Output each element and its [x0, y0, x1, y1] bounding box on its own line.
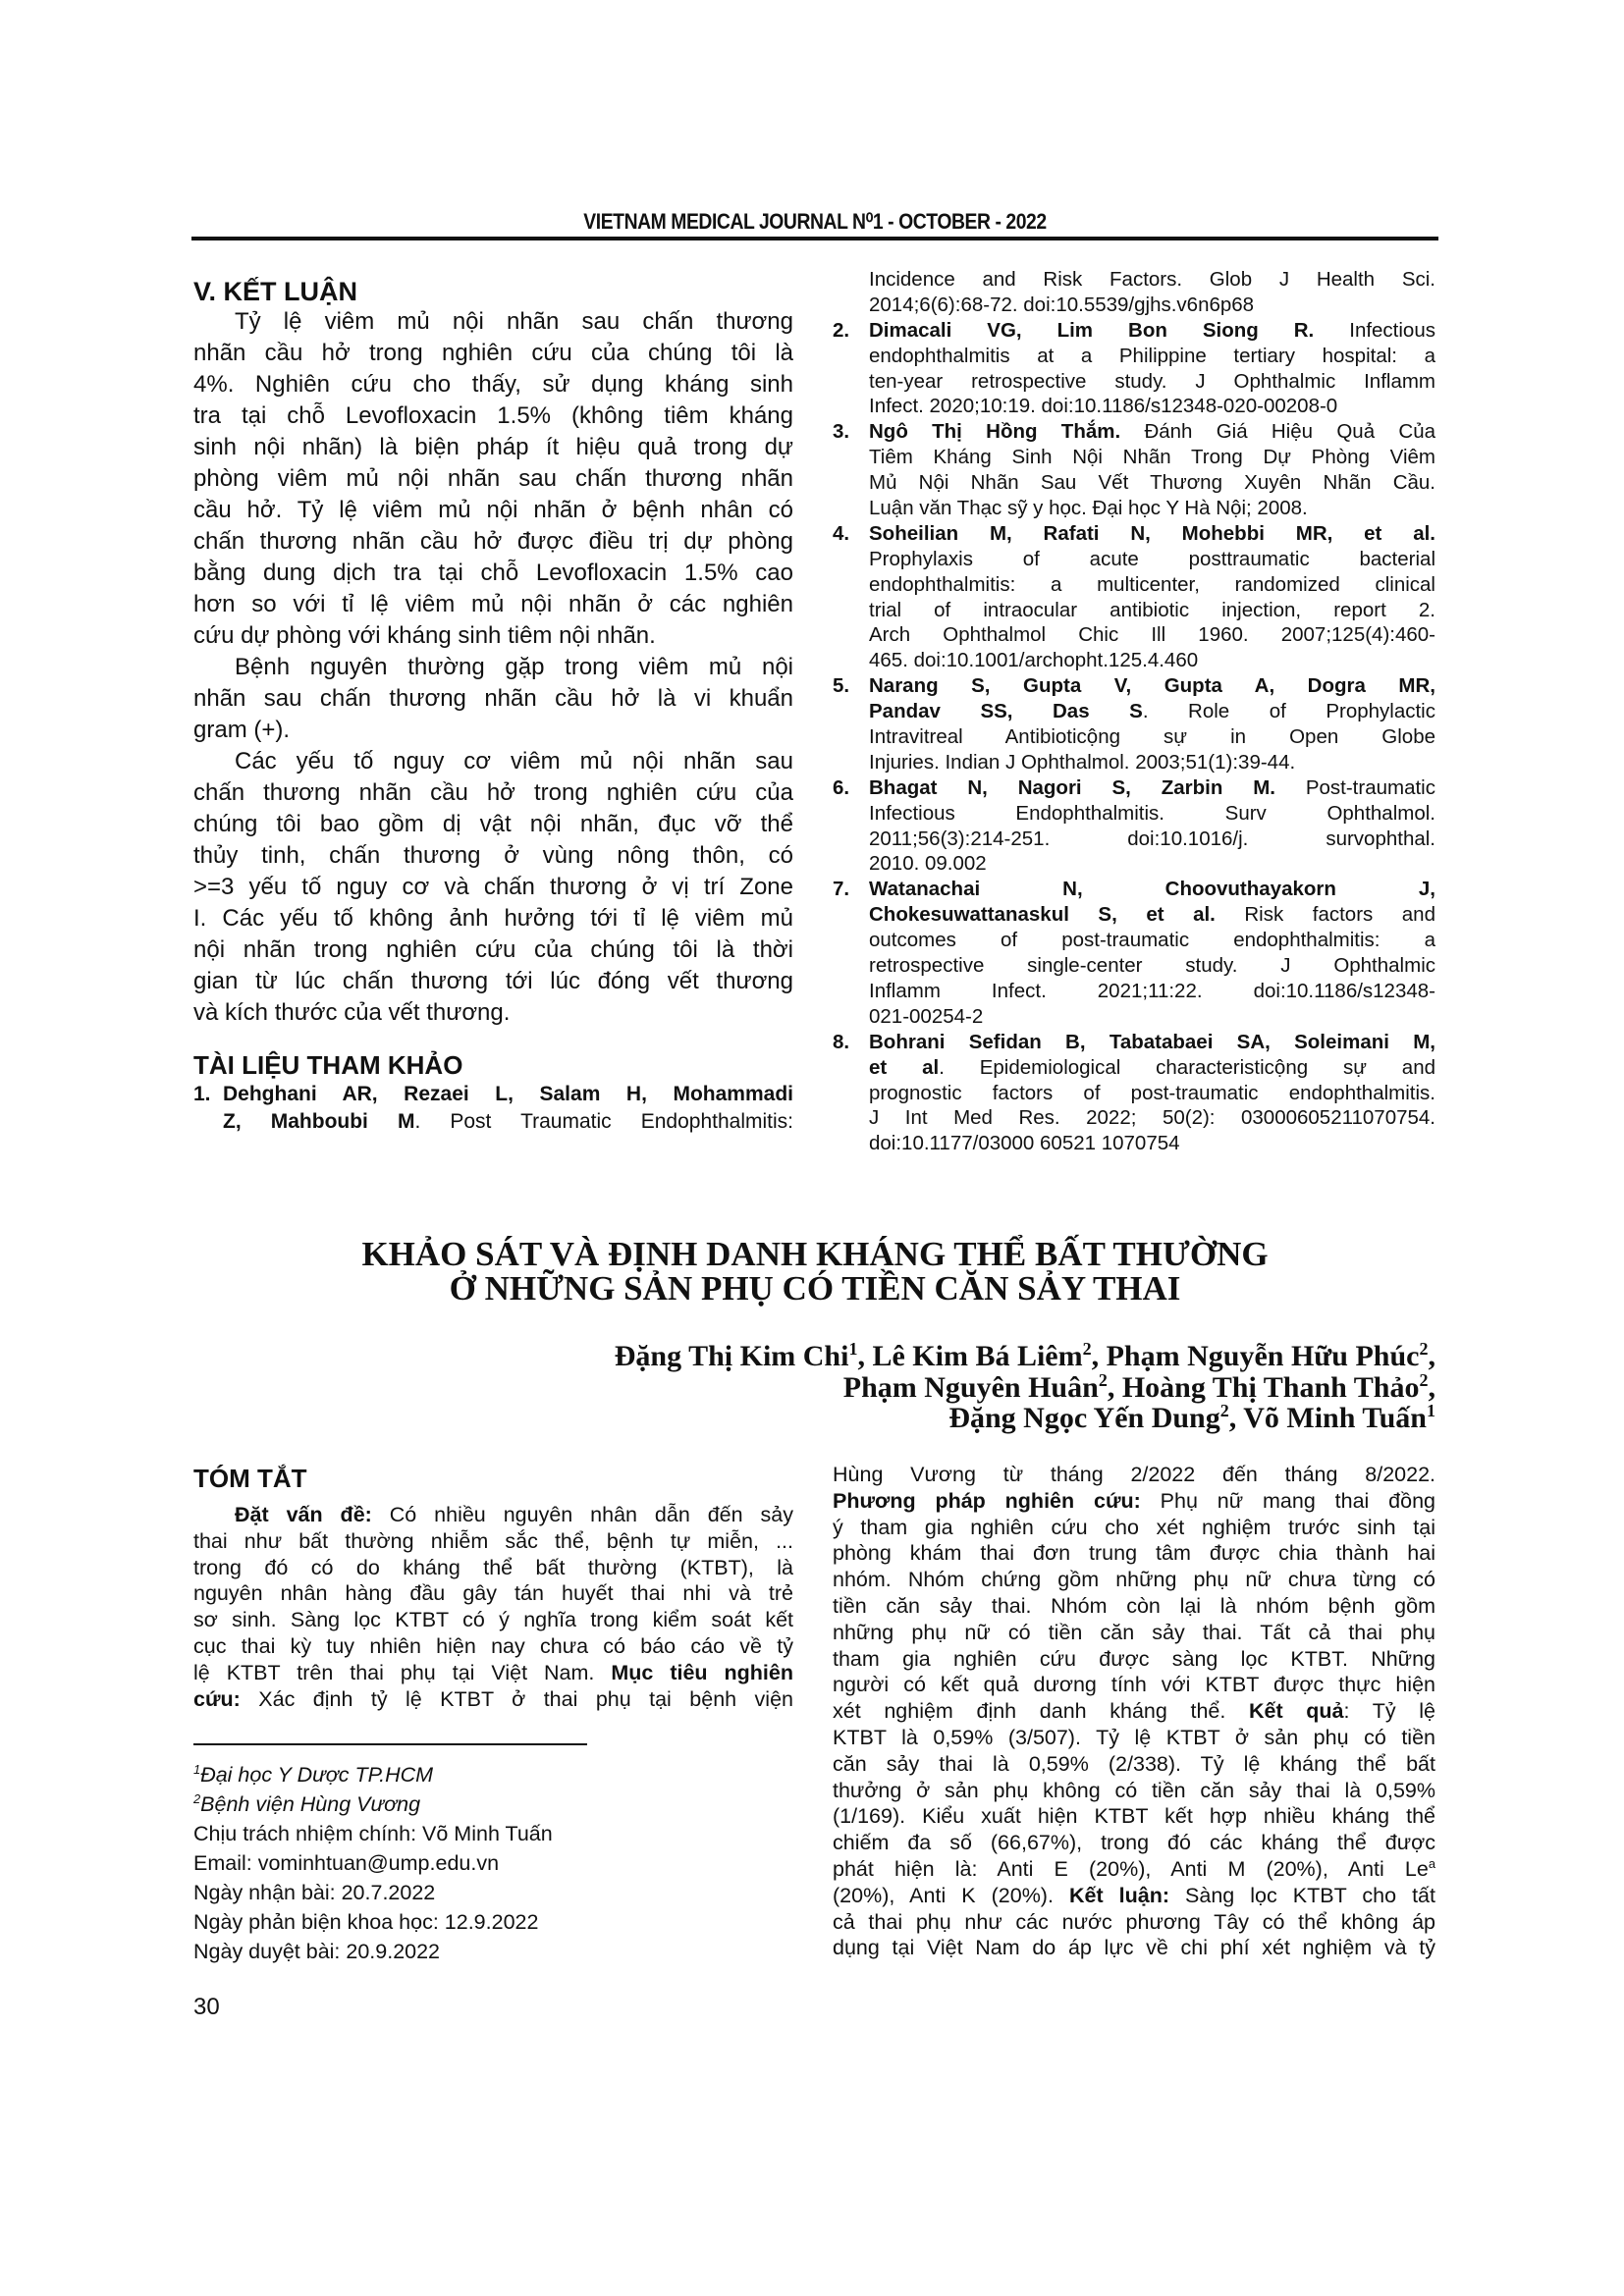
conclusion-body [193, 306, 793, 1029]
text-run: Infectious [1314, 318, 1435, 342]
bold-text: Z, Mahboubi M [223, 1110, 415, 1133]
author-name: Hoàng Thị Thanh Thảo [1121, 1370, 1420, 1404]
affiliation-marker: 2 [1082, 1339, 1092, 1359]
text-line: Infectious Endophthalmitis. Surv Ophthalmol. [869, 801, 1435, 825]
text-line: tiền căn sảy thai. Nhóm còn lại là nhóm bệnh gồm [833, 1593, 1435, 1618]
affiliation-marker: 2 [1419, 1369, 1429, 1390]
text-line [833, 1856, 1435, 1883]
text-line: tra tại chỗ Levofloxacin 1.5% (không tiêm kháng [193, 402, 793, 429]
paragraph [193, 652, 793, 746]
text-line: hơn so với tỉ lệ viêm mủ nội nhãn ở các nghiên [193, 591, 793, 617]
text-line: 4%. Nghiên cứu cho thấy, sử dụng kháng sinh [193, 371, 793, 398]
abstract-heading: TÓM TẮT [193, 1464, 307, 1493]
text-line: Prophylaxis of acute posttraumatic bacterial [869, 547, 1435, 570]
text-line: thủy tinh, chấn thương ở vùng nông thôn, có [193, 842, 793, 869]
bold-text: Đặt vấn đề: [235, 1503, 372, 1526]
text-run: Post-traumatic [1274, 775, 1435, 799]
text-line: Các yếu tố nguy cơ viêm mủ nội nhãn sau [235, 748, 793, 774]
text-line: phòng khám thai đơn trung tâm được chia thành hai [833, 1541, 1435, 1566]
text-line: doi:10.1177/03000 60521 1070754 [869, 1132, 1180, 1155]
footnote-line: Ngày phản biện khoa học: 12.9.2022 [193, 1910, 539, 1934]
text-line: cả thai phụ như các nước phương Tây có thể không áp [833, 1909, 1435, 1934]
reference-number: 3. [833, 420, 850, 444]
text-line: KTBT là 0,59% (3/507). Tỷ lệ KTBT ở sản phụ có tiền [833, 1725, 1435, 1749]
text-run: . Epidemiological characteristicộng sự and [939, 1055, 1435, 1079]
text-line [193, 1686, 793, 1713]
paragraph [193, 746, 793, 1029]
text-line: người có kết quả dương tính với KTBT được thực hiện [833, 1673, 1435, 1697]
text-line: outcomes of post-traumatic endophthalmitis: a [869, 929, 1435, 952]
text-line: và kích thước của vết thương. [193, 999, 511, 1026]
text-line: chúng tôi bao gồm dị vật nội nhãn, đục vỡ thể [193, 811, 793, 837]
text-run: Xác định tỷ lệ KTBT ở thai phụ tại bệnh viện [240, 1686, 793, 1711]
text-line [869, 877, 1435, 902]
text-line: những phụ nữ có tiền căn sảy thai. Tất cả thai phụ [833, 1620, 1435, 1644]
text-run: lệ KTBT trên thai phụ tại Việt Nam. [193, 1660, 612, 1684]
text-line: sơ sinh. Sàng lọc KTBT có ý nghĩa trong kiểm soát kết [193, 1608, 793, 1632]
text-line: thưởng ở sản phụ không có tiền căn sảy thai là 0,59% [833, 1778, 1435, 1802]
text-line [223, 1081, 793, 1108]
reference-number: 6. [833, 775, 850, 799]
author-name: Võ Minh Tuấn [1243, 1402, 1427, 1434]
text-run: . Post Traumatic Endophthalmitis: [414, 1110, 793, 1133]
footnotes [193, 1760, 802, 1966]
text-run: Đánh Giá Hiệu Quả Của [1120, 420, 1435, 444]
text-line: phòng viêm mủ nội nhãn sau chấn thương nhãn [193, 465, 793, 492]
separator: , [1428, 1370, 1435, 1404]
separator: , [1228, 1402, 1244, 1434]
text-line: Hùng Vương từ tháng 2/2022 đến tháng 8/2022. [833, 1463, 1435, 1486]
author-line [191, 1403, 1435, 1434]
separator: , [1107, 1370, 1122, 1404]
text-line: 2014;6(6):68-72. doi:10.5539/gjhs.v6n6p68 [869, 293, 1255, 316]
text-line [223, 1108, 793, 1136]
text-line: nhãn cầu hở trong nghiên cứu của chúng tôi là [193, 340, 793, 366]
text-run: phát hiện là: Anti E (20%), Anti M (20%), Anti Le [833, 1856, 1429, 1881]
text-line: nội nhãn trong nghiên cứu của chúng tôi là thời [193, 936, 793, 963]
text-line: 021-00254-2 [869, 1004, 984, 1028]
affiliation-marker: 2 [1419, 1339, 1429, 1359]
text-run: Phụ nữ mang thai đồng [1140, 1488, 1435, 1513]
text-line: Injuries. Indian J Ophthalmol. 2003;51(1):39-44. [869, 750, 1296, 774]
author-name: Đặng Thị Kim Chi [614, 1340, 849, 1372]
affiliation [193, 1760, 802, 1789]
text-line: thai như bất thường nhiễm sắc thể, bệnh tự miễn, ... [193, 1528, 793, 1553]
text-line [833, 1488, 1435, 1515]
reference-item [833, 267, 1435, 318]
text-line: gian từ lúc chấn thương tới lúc đóng vết thương [193, 968, 793, 994]
text-line: endophthalmitis at a Philippine tertiary hospital: a [869, 344, 1435, 367]
text-line: cầu hở. Tỷ lệ viêm mủ nội nhãn ở bệnh nhân có [193, 497, 793, 523]
author-name: Phạm Nguyễn Hữu Phúc [1106, 1340, 1420, 1372]
affiliation-marker: 2 [1098, 1369, 1108, 1390]
bold-text: Kết luận: [1068, 1883, 1169, 1907]
author-line [191, 1369, 1435, 1404]
text-line: dụng tại Việt Nam do áp lực về chi phí xét nghiệm và tỷ [833, 1936, 1435, 1960]
text-line: nhóm. Nhóm chứng gồm những phụ nữ chưa từng có [833, 1568, 1435, 1592]
text-line: Intravitreal Antibioticộng sự in Open Globe [869, 725, 1435, 749]
bold-text: Dehghani AR, Rezaei L, Salam H, Mohammadi [223, 1083, 793, 1105]
paragraph [193, 306, 793, 652]
reference-item [193, 1081, 793, 1136]
author-name: Phạm Nguyên Huân [842, 1370, 1099, 1404]
footnote-line: Email: vominhtuan@ump.edu.vn [193, 1851, 500, 1875]
reference-number: 1. [193, 1083, 211, 1105]
text-run: Risk factors and [1215, 903, 1435, 927]
bold-text: Pandav SS, Das S [869, 700, 1143, 723]
text-run: : Tỷ lệ [1343, 1699, 1435, 1724]
text-line: tham gia nghiên cứu được sàng lọc KTBT. Những [833, 1646, 1435, 1671]
reference-number: 7. [833, 878, 850, 901]
bold-text: Narang S, Gupta V, Gupta A, Dogra MR, [869, 674, 1435, 698]
bold-text: Kết quả [1248, 1699, 1344, 1724]
text-line: nguyên nhân hàng đầu gây tán huyết thai nhi và trẻ [193, 1581, 793, 1606]
affiliation-marker: 1 [848, 1339, 858, 1359]
references-right [833, 267, 1435, 1156]
text-line: (1/169). Kiểu xuất hiện KTBT kết hợp nhiều kháng thể [833, 1804, 1435, 1829]
text-line: I. Các yếu tố không ảnh hưởng tới tỉ lệ viêm mủ [193, 905, 793, 932]
text-line: Luận văn Thạc sỹ y học. Đại học Y Hà Nội; 2008. [869, 497, 1308, 520]
reference-item [833, 419, 1435, 521]
footnote-rule [193, 1743, 587, 1745]
reference-item [833, 1030, 1435, 1156]
text-line [869, 1055, 1435, 1081]
bold-text: Phương pháp nghiên cứu: [833, 1488, 1141, 1513]
affiliation-marker: 2 [1219, 1401, 1229, 1420]
reference-number: 5. [833, 674, 850, 698]
text-line: Incidence and Risk Factors. Glob J Health Sci. [869, 268, 1435, 291]
text-line: prognostic factors of post-traumatic endophthalmitis. [869, 1081, 1435, 1104]
bold-text: Bhagat N, Nagori S, Zarbin M. [869, 775, 1275, 799]
text-line: retrospective single-center study. J Ophthalmic [869, 954, 1435, 978]
text-line: bằng dung dịch tra tại chỗ Levofloxacin 1.5% cao [193, 560, 793, 586]
text-line [869, 419, 1435, 445]
text-line: sinh nội nhãn) là biện pháp ít hiệu quả trong dự [193, 434, 793, 460]
text-line: ten-year retrospective study. J Ophthalmic Inflamm [869, 369, 1435, 393]
references-heading: TÀI LIỆU THAM KHẢO [193, 1050, 463, 1080]
superscript: a [1428, 1855, 1435, 1871]
text-line: 2011;56(3):214-251. doi:10.1016/j. survophthal. [869, 827, 1435, 850]
text-line [869, 699, 1435, 724]
reference-item [833, 521, 1435, 673]
text-line: Inflamm Infect. 2021;11:22. doi:10.1186/s12348- [869, 979, 1435, 1002]
reference-item [833, 775, 1435, 878]
reference-item [833, 673, 1435, 775]
bold-text: Ngô Thị Hồng Thắm. [869, 420, 1121, 444]
text-line: 2010. 09.002 [869, 852, 987, 876]
bold-text: et al [869, 1055, 940, 1079]
text-run: Sàng lọc KTBT cho tất [1169, 1883, 1435, 1907]
text-line: >=3 yếu tố nguy cơ và chấn thương ở vị trí Zone [193, 874, 793, 900]
affiliation-name: Đại học Y Dược TP.HCM [200, 1763, 434, 1787]
text-line: Tỷ lệ viêm mủ nội nhãn sau chấn thương [235, 308, 793, 335]
text-line: ý tham gia nghiên cứu cho xét nghiệm trước sinh tại [833, 1515, 1435, 1539]
affiliation-marker: 2 [193, 1790, 201, 1806]
text-line [869, 673, 1435, 699]
affiliation [193, 1789, 802, 1819]
title-line: Ở NHỮNG SẢN PHỤ CÓ TIỀN CĂN SẢY THAI [449, 1269, 1181, 1308]
footnote-line: Ngày duyệt bài: 20.9.2022 [193, 1940, 441, 1963]
text-line: Infect. 2020;10:19. doi:10.1186/s12348-020-00208-0 [869, 395, 1338, 418]
text-line [833, 1883, 1435, 1909]
text-line: endophthalmitis: a multicenter, randomized clinical [869, 572, 1435, 596]
separator: , [1091, 1340, 1107, 1372]
separator: , [857, 1340, 873, 1372]
bold-text: cứu: [193, 1686, 241, 1711]
text-line [193, 1502, 793, 1528]
text-line: căn sảy thai là 0,59% (2/338). Tỷ lệ kháng thể bất [833, 1751, 1435, 1776]
text-run: xét nghiệm định danh kháng thể. [833, 1699, 1249, 1724]
abstract-left [193, 1502, 793, 1712]
text-line: chấn thương nhãn cầu hở được điều trị dự phòng [193, 528, 793, 555]
separator: , [1428, 1340, 1435, 1372]
footnote-line: Chịu trách nhiệm chính: Võ Minh Tuấn [193, 1822, 553, 1845]
text-line: cứu dự phòng với kháng sinh tiêm nội nhãn. [193, 622, 656, 649]
journal-header: VIETNAM MEDICAL JOURNAL N⁰1 - OCTOBER - 2022 [583, 209, 1047, 234]
header-rule [191, 237, 1438, 240]
reference-item [833, 877, 1435, 1029]
text-line: Mủ Nội Nhãn Sau Vết Thương Xuyên Nhãn Cầu. [869, 471, 1435, 495]
bold-text: Soheilian M, Rafati N, Mohebbi MR, et al. [869, 521, 1435, 545]
text-line: chiếm đa số (66,67%), trong đó các kháng thể được [833, 1831, 1435, 1855]
footnote-line: Ngày nhận bài: 20.7.2022 [193, 1881, 436, 1904]
text-run: (20%), Anti K (20%). [833, 1883, 1069, 1907]
bold-text: Chokesuwattanaskul S, et al. [869, 903, 1216, 927]
text-run: Có nhiều nguyên nhân dẫn đến sảy [371, 1503, 793, 1526]
author-name: Lê Kim Bá Liêm [872, 1340, 1083, 1372]
article-title [191, 1237, 1438, 1306]
affiliation-marker: 1 [1427, 1401, 1435, 1420]
text-run: . Role of Prophylactic [1142, 700, 1435, 723]
text-line [869, 902, 1435, 928]
title-line: KHẢO SÁT VÀ ĐỊNH DANH KHÁNG THỂ BẤT THƯỜNG [361, 1235, 1269, 1273]
bold-text: Mục tiêu nghiên [611, 1660, 793, 1684]
author-line [191, 1341, 1435, 1372]
bold-text: Bohrani Sefidan B, Tabatabaei SA, Soleimani M, [869, 1030, 1435, 1053]
reference-number: 4. [833, 521, 850, 545]
text-line: 465. doi:10.1001/archopht.125.4.460 [869, 649, 1199, 672]
author-list [191, 1341, 1435, 1434]
text-line: trial of intraocular antibiotic injection, report 2. [869, 598, 1435, 621]
references-left [193, 1081, 793, 1136]
bold-text: Watanachai N, Choovuthayakorn J, [869, 878, 1435, 901]
text-line: nhãn sau chấn thương nhãn cầu hở là vi khuẩn [193, 685, 793, 712]
text-line [869, 318, 1435, 344]
conclusion-heading: V. KẾT LUẬN [193, 277, 358, 306]
abstract-right [833, 1462, 1435, 1961]
affiliation-marker: 1 [193, 1761, 201, 1777]
text-line [869, 775, 1435, 801]
affiliation-name: Bệnh viện Hùng Vương [200, 1792, 421, 1816]
text-line [833, 1698, 1435, 1725]
text-line: trong đó có do kháng thể bất thường (KTBT), là [193, 1555, 793, 1579]
text-line: chấn thương nhãn cầu hở trong nghiên cứu của [193, 779, 793, 806]
text-line: cục thai kỳ tuy nhiên hiện nay chưa có báo cáo về tỷ [193, 1633, 793, 1658]
text-line: gram (+). [193, 717, 291, 743]
page-number: 30 [193, 1994, 220, 2020]
text-line: J Int Med Res. 2022; 50(2): 03000605211070754. [869, 1106, 1435, 1130]
reference-number: 2. [833, 318, 850, 342]
reference-number: 8. [833, 1030, 850, 1053]
text-line: Bệnh nguyên thường gặp trong viêm mủ nội [235, 654, 793, 680]
author-name: Đặng Ngọc Yến Dung [948, 1402, 1220, 1434]
text-line [193, 1660, 793, 1686]
text-line [869, 1030, 1435, 1055]
text-line [869, 521, 1435, 547]
bold-text: Dimacali VG, Lim Bon Siong R. [869, 318, 1315, 342]
text-line: Tiêm Kháng Sinh Nội Nhãn Trong Dự Phòng Viêm [869, 446, 1435, 469]
reference-item [833, 318, 1435, 420]
text-line: Arch Ophthalmol Chic Ill 1960. 2007;125(4):460- [869, 623, 1435, 647]
